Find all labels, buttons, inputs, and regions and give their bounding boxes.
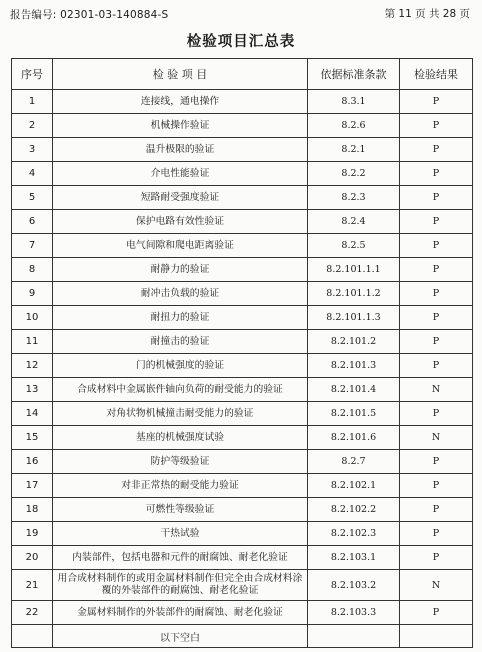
inspection-result: P [400,258,473,282]
inspection-item: 用合成材料制作的或用金属材料制作但完全由合成材料涂覆的外装部件的耐腐蚀、耐老化验证 [53,570,308,601]
standard-clause: 8.2.101.2 [308,330,400,354]
table-row [12,546,473,570]
inspection-item: 合成材料中金属嵌件轴向负荷的耐受能力的验证 [53,378,308,402]
empty-cell [12,625,53,648]
end-of-table-note: 以下空白 [53,625,308,648]
report-number: 报告编号: 02301-03-140884-S [10,9,169,21]
inspection-result: P [400,601,473,625]
standard-clause: 8.2.102.3 [308,522,400,546]
standard-clause: 8.2.101.3 [308,354,400,378]
standard-clause: 8.2.7 [308,450,400,474]
standard-clause: 8.2.101.5 [308,402,400,426]
inspection-result: P [400,234,473,258]
empty-cell [400,625,473,648]
row-number: 15 [12,426,53,450]
table-row [12,378,473,402]
inspection-item: 耐冲击负载的验证 [53,282,308,306]
page-indicator: 第 11 页 共 28 页 [384,8,470,20]
inspection-item: 可燃性等级验证 [53,498,308,522]
table-row [12,498,473,522]
standard-clause: 8.2.103.2 [308,570,400,601]
table-row [12,522,473,546]
row-number: 10 [12,306,53,330]
table-row [12,426,473,450]
inspection-item: 对角状物机械撞击耐受能力的验证 [53,402,308,426]
table-row [12,90,473,114]
inspection-item: 门的机械强度的验证 [53,354,308,378]
row-number: 22 [12,601,53,625]
standard-clause: 8.2.3 [308,186,400,210]
row-number: 13 [12,378,53,402]
inspection-result: P [400,330,473,354]
inspection-result: P [400,498,473,522]
row-number: 6 [12,210,53,234]
inspection-summary-table [11,58,473,648]
row-number: 11 [12,330,53,354]
table-row [12,306,473,330]
row-number: 20 [12,546,53,570]
inspection-result: P [400,138,473,162]
table-row [12,162,473,186]
row-number: 2 [12,114,53,138]
table-row [12,570,473,601]
standard-clause: 8.2.101.1.1 [308,258,400,282]
inspection-result: P [400,474,473,498]
inspection-item: 温升极限的验证 [53,138,308,162]
inspection-result: N [400,570,473,601]
inspection-result: P [400,306,473,330]
inspection-result: P [400,210,473,234]
table-row [12,114,473,138]
inspection-item: 耐撞击的验证 [53,330,308,354]
table-row [12,354,473,378]
inspection-result: P [400,90,473,114]
row-number: 16 [12,450,53,474]
row-number: 9 [12,282,53,306]
inspection-item: 内装部件，包括电器和元件的耐腐蚀、耐老化验证 [53,546,308,570]
inspection-result: N [400,378,473,402]
inspection-result: P [400,402,473,426]
row-number: 12 [12,354,53,378]
table-row [12,258,473,282]
standard-clause: 8.2.103.1 [308,546,400,570]
standard-clause: 8.2.4 [308,210,400,234]
column-header-no: 序号 [12,59,53,90]
inspection-result: P [400,522,473,546]
row-number: 1 [12,90,53,114]
table-row [12,234,473,258]
standard-clause: 8.2.6 [308,114,400,138]
inspection-item: 防护等级验证 [53,450,308,474]
table-row [12,186,473,210]
table-row [12,450,473,474]
inspection-item: 对非正常热的耐受能力验证 [53,474,308,498]
row-number: 4 [12,162,53,186]
inspection-result: P [400,546,473,570]
table-row [12,474,473,498]
inspection-item: 耐扭力的验证 [53,306,308,330]
inspection-item: 电气间隙和爬电距离验证 [53,234,308,258]
empty-cell [308,625,400,648]
column-header-result: 检验结果 [400,59,473,90]
table-row [12,282,473,306]
standard-clause: 8.2.102.1 [308,474,400,498]
standard-clause: 8.2.101.1.3 [308,306,400,330]
inspection-result: P [400,282,473,306]
inspection-item: 机械操作验证 [53,114,308,138]
inspection-result: P [400,354,473,378]
inspection-result: P [400,186,473,210]
inspection-result: P [400,450,473,474]
row-number: 19 [12,522,53,546]
inspection-item: 干热试验 [53,522,308,546]
table-row [12,601,473,625]
inspection-item: 基座的机械强度试验 [53,426,308,450]
row-number: 3 [12,138,53,162]
row-number: 8 [12,258,53,282]
inspection-result: P [400,114,473,138]
column-header-basis: 依据标准条款 [308,59,400,90]
row-number: 17 [12,474,53,498]
table-row [12,210,473,234]
standard-clause: 8.3.1 [308,90,400,114]
inspection-item: 金属材料制作的外装部件的耐腐蚀、耐老化验证 [53,601,308,625]
table-row [12,138,473,162]
row-number: 7 [12,234,53,258]
row-number: 21 [12,570,53,601]
standard-clause: 8.2.101.1.2 [308,282,400,306]
page-title: 检验项目汇总表 [186,34,296,50]
inspection-item: 介电性能验证 [53,162,308,186]
standard-clause: 8.2.1 [308,138,400,162]
inspection-item: 保护电路有效性验证 [53,210,308,234]
inspection-item: 连接线，通电操作 [53,90,308,114]
table-header-row [12,59,473,90]
inspection-result: N [400,426,473,450]
inspection-item: 短路耐受强度验证 [53,186,308,210]
row-number: 14 [12,402,53,426]
standard-clause: 8.2.5 [308,234,400,258]
standard-clause: 8.2.103.3 [308,601,400,625]
column-header-item: 检 验 项 目 [53,59,308,90]
inspection-item: 耐静力的验证 [53,258,308,282]
inspection-result: P [400,162,473,186]
table-row-end [12,625,473,648]
table-row [12,330,473,354]
standard-clause: 8.2.101.6 [308,426,400,450]
table-row [12,402,473,426]
standard-clause: 8.2.2 [308,162,400,186]
row-number: 18 [12,498,53,522]
standard-clause: 8.2.102.2 [308,498,400,522]
row-number: 5 [12,186,53,210]
standard-clause: 8.2.101.4 [308,378,400,402]
